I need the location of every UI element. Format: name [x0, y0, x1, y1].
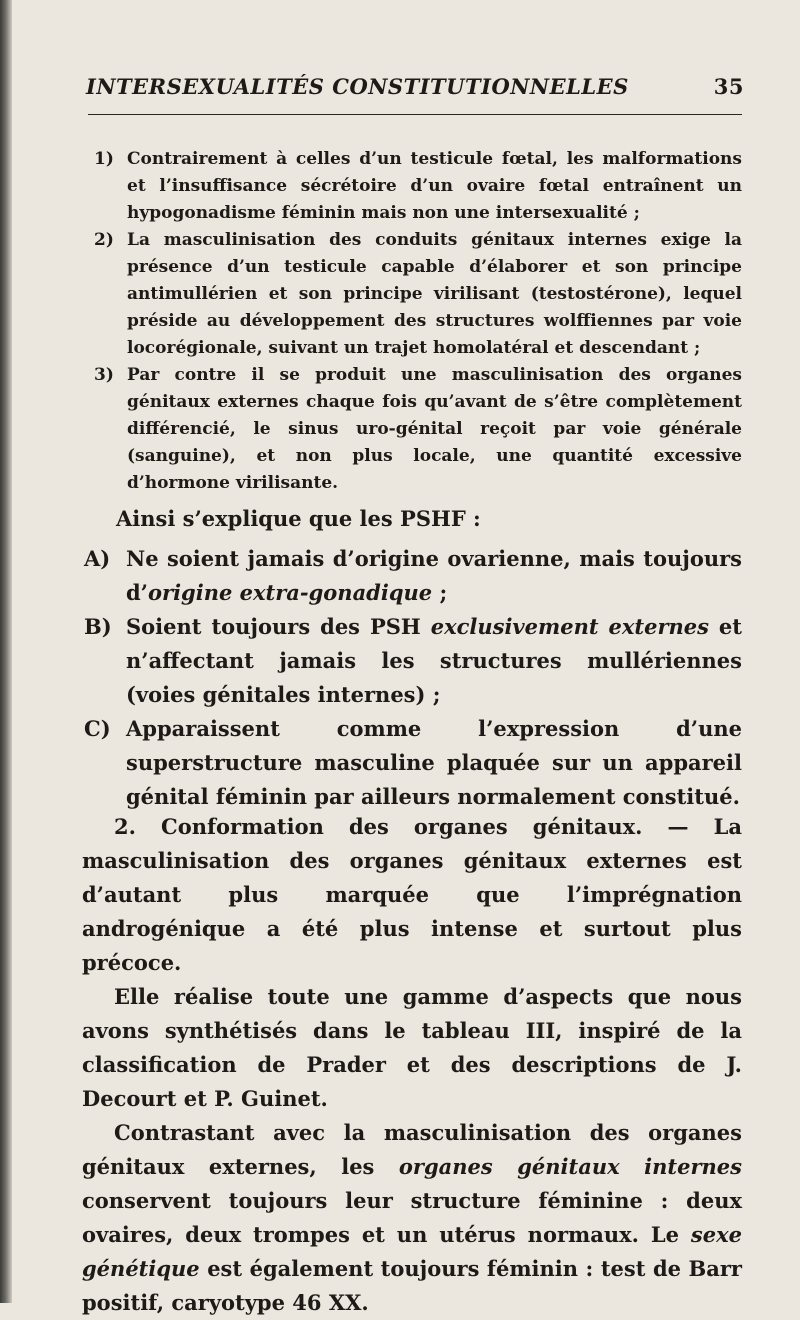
list-number: 3)	[94, 365, 114, 385]
numbered-list	[94, 146, 742, 497]
list-number: 2)	[94, 230, 114, 250]
list-item	[94, 362, 742, 497]
list-letter: C)	[84, 716, 111, 741]
header-rule	[88, 114, 742, 115]
emphasis: exclusivement externes	[430, 614, 709, 639]
emphasis: origine extra-gonadique	[148, 580, 433, 605]
list-item	[84, 712, 742, 814]
paragraph-text: La masculinisation des organes génitaux externes est d’autant plus marquée que l’imprégnation androgénique a été plus intense et surtout plus précoce.	[82, 814, 742, 975]
list-item	[94, 146, 742, 227]
paragraph: Elle réalise toute une gamme d’aspects que nous avons synthétisés dans le tableau III, inspiré de la classification de Prader et des descriptions de J. Decourt et P. Guinet.	[82, 984, 742, 1111]
book-spine-shadow	[0, 0, 12, 1303]
paragraph-text: Contrastant avec la masculinisation des organes génitaux externes, les	[82, 1120, 742, 1179]
running-title: INTERSEXUALITÉS CONSTITUTIONNELLES	[86, 74, 629, 99]
paragraph-text: est également toujours féminin : test de Barr positif, caryotype 46 XX.	[82, 1256, 742, 1315]
page-number: 35	[713, 74, 744, 99]
list-letter: B)	[84, 614, 112, 639]
list-text: ;	[432, 580, 448, 605]
list-letter: A)	[84, 546, 111, 571]
list-text: Ne soient jamais d’origine ovarienne, mais toujours d’	[126, 546, 742, 605]
list-item	[84, 542, 742, 610]
section-heading: 2. Conformation des organes génitaux.	[114, 814, 643, 839]
paragraph	[82, 1116, 742, 1320]
dash: —	[642, 814, 714, 839]
paragraph-text: conservent toujours leur structure féminine : deux ovaires, deux trompes et un utérus normaux. Le	[82, 1188, 742, 1247]
paragraph	[82, 810, 742, 980]
list-text: Apparaissent comme l’expression d’une superstructure masculine plaquée sur un appareil génital féminin par ailleurs normalement constitué.	[126, 716, 742, 809]
list-text: et n’affectant jamais les structures mullériennes (voies génitales internes) ;	[126, 614, 742, 707]
section-body	[82, 810, 742, 1320]
list-text: Par contre il se produit une masculinisation des organes génitaux externes chaque fois qu’avant de s’être complètement différencié, le sinus uro-génital reçoit par voie générale (sanguine), et non plus locale, une quantité excessive d’hormone virilisante.	[127, 365, 742, 493]
list-number: 1)	[94, 149, 114, 169]
list-text: Contrairement à celles d’un testicule fœtal, les malformations et l’insuffisance sécrétoire d’un ovaire fœtal entraînent un hypogonadisme féminin mais non une intersexualité ;	[127, 149, 742, 223]
list-text: La masculinisation des conduits génitaux internes exige la présence d’un testicule capable d’élaborer et son principe antimullérien et son principe virilisant (testostérone), lequel préside au développement des structures wolffiennes par voie locorégionale, suivant un trajet homolatéral et descendant ;	[127, 230, 742, 358]
running-header	[82, 74, 744, 108]
lettered-list	[84, 542, 742, 814]
intro-sentence: Ainsi s’explique que les PSHF :	[116, 506, 481, 531]
list-text: Soient toujours des PSH	[126, 614, 431, 639]
emphasis: sexe génétique	[82, 1222, 742, 1281]
list-item	[84, 610, 742, 712]
list-item	[94, 227, 742, 362]
emphasis: organes génitaux internes	[398, 1154, 742, 1179]
